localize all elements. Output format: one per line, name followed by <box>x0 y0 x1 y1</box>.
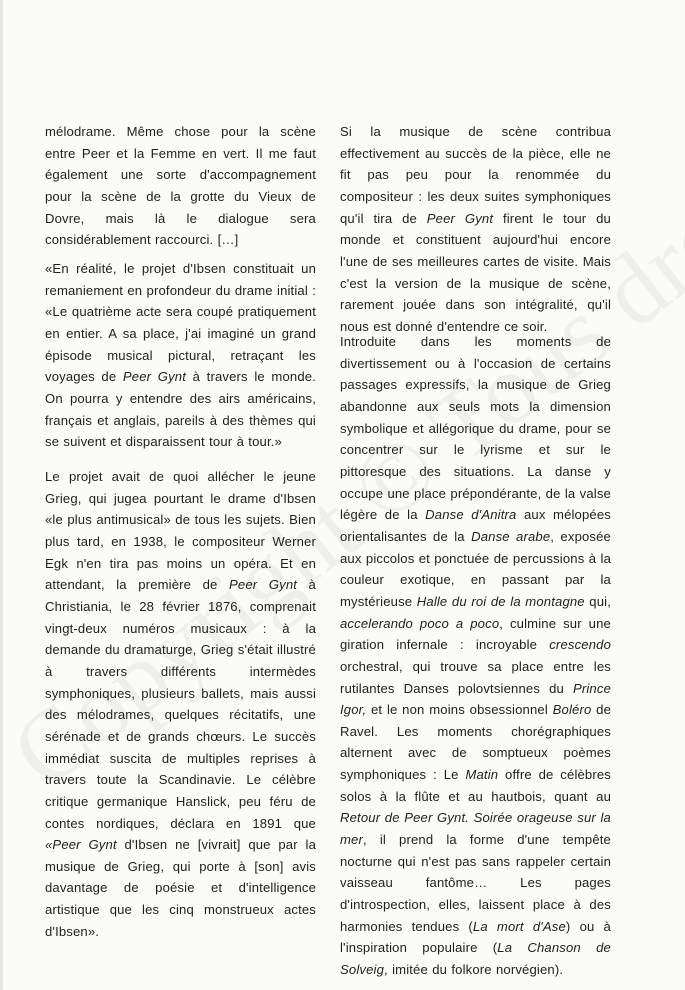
paragraph-left-3 <box>45 466 316 942</box>
body-text: , culmine sur une giration infernale : incroyable <box>340 615 611 653</box>
paragraph-left-2 <box>45 258 316 453</box>
body-text: orchestral, qui trouve sa place entre les rutilantes Danses polovtsiennes du <box>340 658 611 696</box>
body-text: Introduite dans les moments de divertissement ou à l'occasion de certains passages expressifs, la musique de Grieg abandonne aux seuls mots la dimension symbolique et allégorique du drame, pour se concentrer sur le lyrisme et sur le pittoresque des situations. La danse y occupe une place prépondérante, de la valse légère de la <box>340 334 611 523</box>
italic-title-text: crescendo <box>549 637 611 653</box>
italic-title-text: Peer Gynt <box>426 210 494 226</box>
italic-title-text: Prince Igor, <box>340 680 611 718</box>
body-text: «En réalité, le projet d'Ibsen constituait un remaniement en profondeur du drame initial : «Le quatrième acte sera coupé pratiquement en entier. A sa place, j'ai imaginé un grand épisode musical pictural, retraçant les voyages de <box>45 261 316 385</box>
body-text: qui, <box>584 593 612 609</box>
paragraph-right-1 <box>340 121 611 338</box>
body-text: Le projet avait de quoi allécher le jeune Grieg, qui jugea pourtant le drame d'Ibsen «le plus antimusical» de tous les sujets. Bien plus tard, en 1938, le compositeur Werner Egk n'en tira pas moins un opéra. Et en attendant, la première de <box>45 469 316 593</box>
paragraph-left-1 <box>45 121 316 251</box>
italic-title-text: La Chanson de Solveig <box>340 940 611 978</box>
body-text: Si la musique de scène contribua effectivement au succès de la pièce, elle ne fit pas peu pour la renommée du compositeur : les deux suites symphoniques qu'il tira de <box>340 124 611 226</box>
body-text: ) ou à l'inspiration populaire ( <box>340 918 611 956</box>
body-text: de Ravel. Les moments chorégraphiques alternent avec de somptueux poèmes symphoniques : Le <box>340 702 612 783</box>
italic-title-text: Peer Gynt <box>229 577 298 593</box>
italic-title-text: Danse d'Anitra <box>425 507 517 523</box>
italic-title-text: Peer Gynt <box>122 369 187 385</box>
italic-title-text: Matin <box>465 767 499 783</box>
paragraph-right-2 <box>340 331 611 981</box>
italic-title-text: La mort d'Ase <box>472 918 566 934</box>
body-text: à travers le monde. On pourra y entendre des airs américains, français et anglais, pareils à des thèmes qui se suivent et disparaissent tour à tour.» <box>45 369 316 450</box>
body-text: , exposée aux piccolos et ponctuée de percussions à la couleur exotique, en passant par la mystérieuse <box>340 528 611 609</box>
italic-title-text: Halle du roi de la montagne <box>416 593 585 609</box>
body-text: mélodrame. Même chose pour la scène entre Peer et la Femme en vert. Il me faut également une sorte d'accompagnement pour la scène de la grotte du Vieux de Dovre, mais là le dialogue sera considérablement raccourci. […] <box>45 124 316 248</box>
italic-title-text: Boléro <box>552 702 592 718</box>
body-text: d'Ibsen ne [vivrait] que par la musique de Grieg, qui porte à [son] avis davantage de poésie et d'intelligence artistique que les cinq monstrueux actes d'Ibsen». <box>45 837 317 939</box>
body-text: aux mélopées orientalisantes de la <box>340 507 611 544</box>
body-text: à Christiania, le 28 février 1876, comprenait vingt-deux numéros musicaux : à la demande du dramaturge, Grieg s'était illustré à travers différents intermèdes symphoniques, plusieurs ballets, mais aussi des mélodrames, quelques récitatifs, une sérénade et de grands chœurs. Le succès immédiat suscita de multiples reprises à travers toute la Scandinavie. Le célèbre critique germanique Hanslick, peu féru de contes nordiques, déclara en 1891 que <box>45 577 316 831</box>
italic-title-text: Retour de Peer Gynt. Soirée orageuse sur la mer <box>340 810 611 848</box>
italic-title-text: accelerando poco a poco <box>340 615 500 631</box>
body-text: , imitée du folkore norvégien). <box>384 962 564 978</box>
italic-title-text: «Peer Gynt <box>45 837 117 853</box>
body-text: firent le tour du monde et constituent aujourd'hui encore l'une de ses meilleures cartes de visite. Mais c'est la version de la musique de scène, rarement jouée dans son intégralité, qu'il nous est donné d'entendre ce soir. <box>340 210 611 334</box>
page-edge <box>0 0 3 990</box>
body-text: et le non moins obsessionnel <box>366 702 553 718</box>
italic-title-text: Danse arabe <box>471 528 551 544</box>
body-text: offre de célèbres solos à la flûte et au hautbois, quant au <box>340 767 612 804</box>
body-text: , il prend la forme d'une tempête nocturne qui n'est pas sans rappeler certain vaisseau fantôme… Les pages d'introspection, elles, laissent place à des harmonies tendues ( <box>340 832 611 934</box>
